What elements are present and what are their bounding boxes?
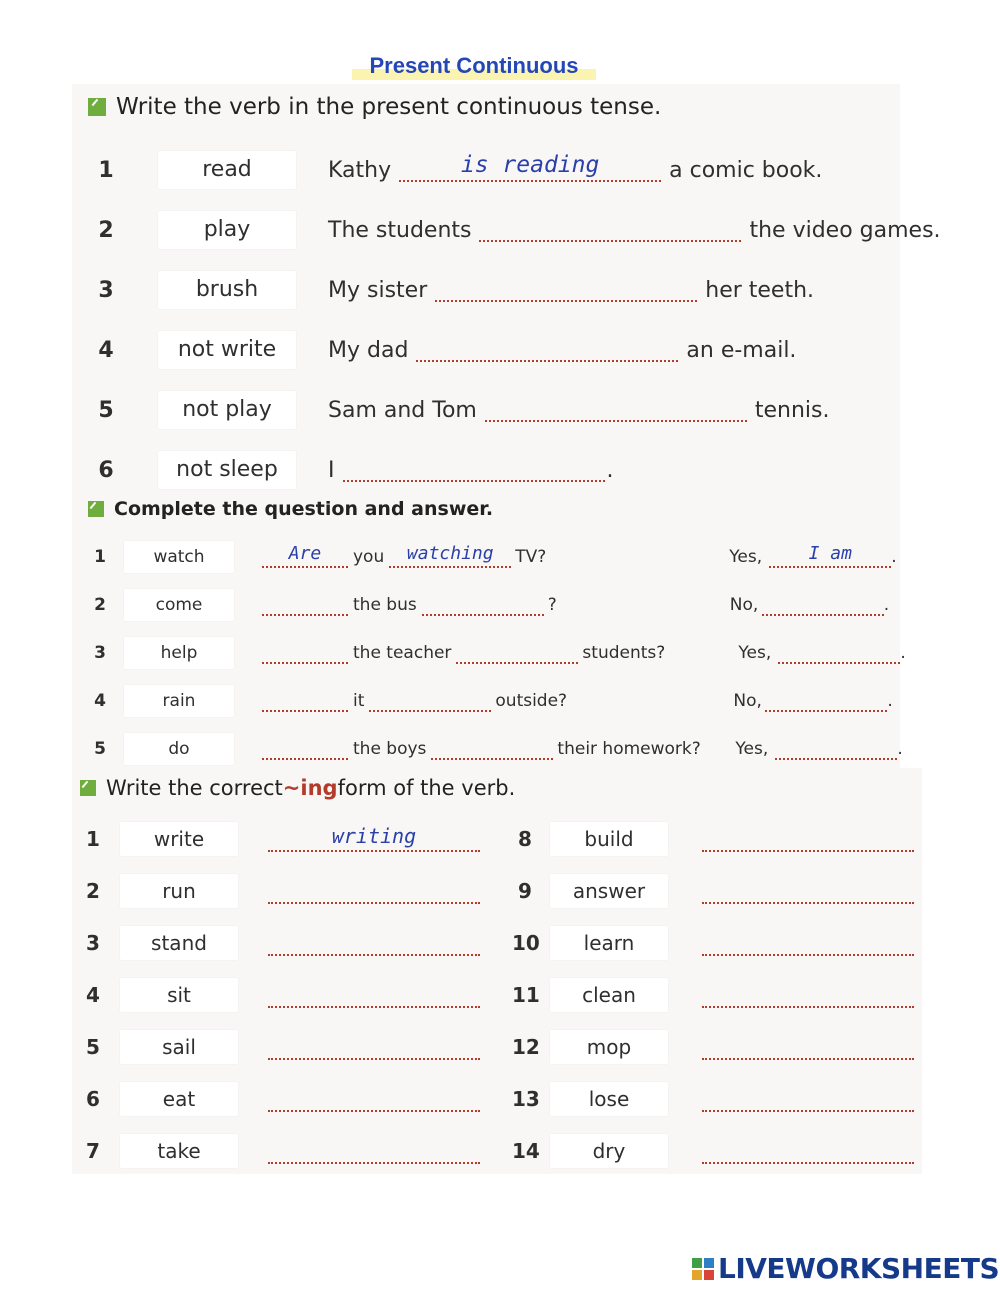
exercise1-row — [94, 270, 814, 310]
item-number: 12 — [512, 1035, 540, 1059]
brand-name: LIVEWORKSHEETS — [718, 1252, 1000, 1285]
section3-heading-pre: Write the correct — [106, 776, 283, 800]
item-number: 3 — [86, 931, 100, 955]
reply-stop: . — [900, 643, 906, 663]
answer-blank[interactable] — [343, 458, 605, 482]
ing-blank[interactable] — [268, 1034, 480, 1060]
verb-box: answer — [550, 874, 668, 908]
question-text: the boys — [353, 739, 427, 759]
item-number: 11 — [512, 983, 540, 1007]
exercise1-row — [94, 450, 614, 490]
ing-blank[interactable] — [702, 982, 914, 1008]
ing-blank[interactable] — [702, 1086, 914, 1112]
ing-row — [512, 924, 914, 962]
item-number: 4 — [94, 691, 106, 711]
verb-box: build — [550, 822, 668, 856]
answer-text: is reading — [460, 152, 600, 178]
verb-box: play — [158, 211, 296, 249]
question-text: the bus — [353, 595, 417, 615]
exercise1-row — [94, 150, 822, 190]
exercise2-row — [90, 732, 903, 766]
section1-heading — [88, 94, 661, 120]
verb-box: come — [124, 589, 234, 621]
reply-word: Yes, — [738, 643, 772, 663]
reply-word: Yes, — [729, 547, 763, 567]
ing-row — [82, 1132, 480, 1170]
ing-row — [512, 976, 914, 1014]
question-blank-1[interactable] — [262, 738, 348, 760]
section2-heading — [88, 498, 493, 520]
item-number: 1 — [98, 157, 114, 183]
ing-row — [82, 976, 480, 1014]
pencil-icon — [80, 780, 96, 796]
answer-blank[interactable] — [485, 398, 747, 422]
verb-box: not play — [158, 391, 296, 429]
item-number: 5 — [86, 1035, 100, 1059]
question-end: students? — [582, 643, 666, 663]
item-number: 2 — [86, 879, 100, 903]
ing-row — [512, 820, 914, 858]
reply-stop: . — [897, 739, 903, 759]
answer-blank[interactable] — [479, 218, 741, 242]
ing-row — [82, 1028, 480, 1066]
answer-blank[interactable] — [399, 152, 661, 182]
verb-box: clean — [550, 978, 668, 1012]
question-end: their homework? — [557, 739, 701, 759]
question-text: you — [353, 547, 385, 567]
section3-heading — [80, 776, 515, 800]
section3-heading-mark: ~ing — [282, 776, 338, 800]
reply-blank[interactable] — [769, 543, 891, 568]
verb-box: sit — [120, 978, 238, 1012]
verb-box: brush — [158, 271, 296, 309]
exercise2-row — [90, 636, 906, 670]
question-blank-2[interactable] — [369, 690, 491, 712]
sentence-start: Sam and Tom — [328, 397, 477, 423]
item-number: 10 — [512, 931, 540, 955]
verb-box: take — [120, 1134, 238, 1168]
pencil-icon — [88, 98, 106, 116]
ing-row — [512, 1028, 914, 1066]
sentence-end: her teeth. — [705, 277, 815, 303]
sentence-end: the video games. — [749, 217, 941, 243]
item-number: 13 — [512, 1087, 540, 1111]
item-number: 6 — [86, 1087, 100, 1111]
question-blank-2[interactable] — [389, 543, 511, 568]
sentence-end: tennis. — [754, 397, 830, 423]
sentence-start: The students — [328, 217, 472, 243]
question-end: TV? — [515, 547, 547, 567]
item-number: 2 — [94, 595, 106, 615]
pencil-icon — [88, 501, 104, 517]
verb-box: help — [124, 637, 234, 669]
ing-row — [82, 1080, 480, 1118]
reply-word: No, — [729, 595, 759, 615]
section-present-continuous — [72, 84, 941, 494]
question-blank-1[interactable] — [262, 594, 348, 616]
ing-blank[interactable] — [268, 930, 480, 956]
verb-box: dry — [550, 1134, 668, 1168]
item-number: 9 — [518, 879, 532, 903]
sentence-start: My sister — [328, 277, 428, 303]
ing-blank[interactable] — [702, 826, 914, 852]
answer-blank[interactable] — [435, 278, 697, 302]
answer-text: I am — [808, 543, 852, 564]
item-number: 5 — [98, 397, 114, 423]
sentence-end: a comic book. — [669, 157, 823, 183]
question-blank-1[interactable] — [262, 543, 348, 568]
verb-box: lose — [550, 1082, 668, 1116]
verb-box: write — [120, 822, 238, 856]
sentence-start: Kathy — [328, 157, 392, 183]
reply-stop: . — [887, 691, 893, 711]
question-blank-2[interactable] — [431, 738, 553, 760]
section2-heading-text: Complete the question and answer. — [114, 498, 494, 520]
reply-word: No, — [733, 691, 762, 711]
reply-blank[interactable] — [762, 594, 884, 616]
exercise2-row — [90, 588, 889, 622]
ing-blank[interactable] — [268, 878, 480, 904]
reply-stop: . — [883, 595, 890, 615]
verb-box: stand — [120, 926, 238, 960]
question-text: it — [353, 691, 365, 711]
reply-blank[interactable] — [765, 690, 887, 712]
answer-blank[interactable] — [416, 338, 678, 362]
ing-row — [512, 1132, 914, 1170]
verb-box: do — [124, 733, 234, 765]
item-number: 3 — [98, 277, 114, 303]
item-number: 4 — [98, 337, 114, 363]
liveworksheets-logo — [692, 1252, 999, 1285]
exercise1-row — [94, 330, 796, 370]
ing-blank[interactable] — [702, 878, 914, 904]
ing-blank[interactable] — [268, 982, 480, 1008]
answer-text: watching — [406, 543, 494, 564]
verb-box: watch — [124, 541, 234, 573]
ing-row — [82, 820, 480, 858]
question-blank-2[interactable] — [456, 642, 578, 664]
item-number: 14 — [512, 1139, 540, 1163]
question-end: ? — [547, 595, 557, 615]
exercise1-row — [94, 390, 829, 430]
item-number: 7 — [86, 1139, 100, 1163]
verb-box: learn — [550, 926, 668, 960]
item-number: 1 — [94, 547, 106, 567]
reply-blank[interactable] — [778, 642, 900, 664]
ing-blank[interactable] — [702, 930, 914, 956]
ing-blank[interactable] — [268, 1138, 480, 1164]
question-blank-1[interactable] — [262, 690, 348, 712]
ing-row — [82, 924, 480, 962]
reply-stop: . — [891, 547, 897, 567]
item-number: 8 — [518, 827, 532, 851]
verb-box: eat — [120, 1082, 238, 1116]
question-text: the teacher — [353, 643, 452, 663]
question-blank-1[interactable] — [262, 642, 348, 664]
verb-box: read — [158, 151, 296, 189]
verb-box: rain — [124, 685, 234, 717]
sentence-end: an e-mail. — [686, 337, 797, 363]
ing-row — [82, 872, 480, 910]
exercise1-row — [94, 210, 941, 250]
item-number: 3 — [94, 643, 106, 663]
exercise2-row — [90, 684, 893, 718]
item-number: 6 — [98, 457, 114, 483]
answer-text: writing — [331, 824, 417, 848]
item-number: 1 — [86, 827, 100, 851]
ing-row — [512, 872, 914, 910]
reply-word: Yes, — [735, 739, 769, 759]
verb-box: mop — [550, 1030, 668, 1064]
section-questions-answers — [72, 494, 906, 768]
verb-box: not sleep — [158, 451, 296, 489]
verb-box: sail — [120, 1030, 238, 1064]
ing-blank[interactable] — [702, 1138, 914, 1164]
question-end: outside? — [495, 691, 568, 711]
ing-blank[interactable] — [268, 826, 480, 852]
verb-box: not write — [158, 331, 296, 369]
section-ing-form — [72, 768, 922, 1174]
ing-blank[interactable] — [702, 1034, 914, 1060]
ing-row — [512, 1080, 914, 1118]
brand-logo-icon — [692, 1258, 714, 1280]
question-blank-2[interactable] — [422, 594, 544, 616]
page-title: Present Continuous — [352, 52, 596, 80]
answer-text: Are — [288, 543, 322, 564]
item-number: 2 — [98, 217, 114, 243]
verb-box: run — [120, 874, 238, 908]
item-number: 4 — [86, 983, 100, 1007]
sentence-start: I — [328, 457, 335, 483]
section1-heading-text: Write the verb in the present continuous tense. — [116, 94, 662, 120]
reply-blank[interactable] — [775, 738, 897, 760]
sentence-end: . — [606, 457, 614, 483]
sentence-start: My dad — [328, 337, 409, 363]
section3-heading-post: form of the verb. — [337, 776, 516, 800]
exercise2-row — [90, 540, 897, 574]
item-number: 5 — [94, 739, 106, 759]
ing-blank[interactable] — [268, 1086, 480, 1112]
